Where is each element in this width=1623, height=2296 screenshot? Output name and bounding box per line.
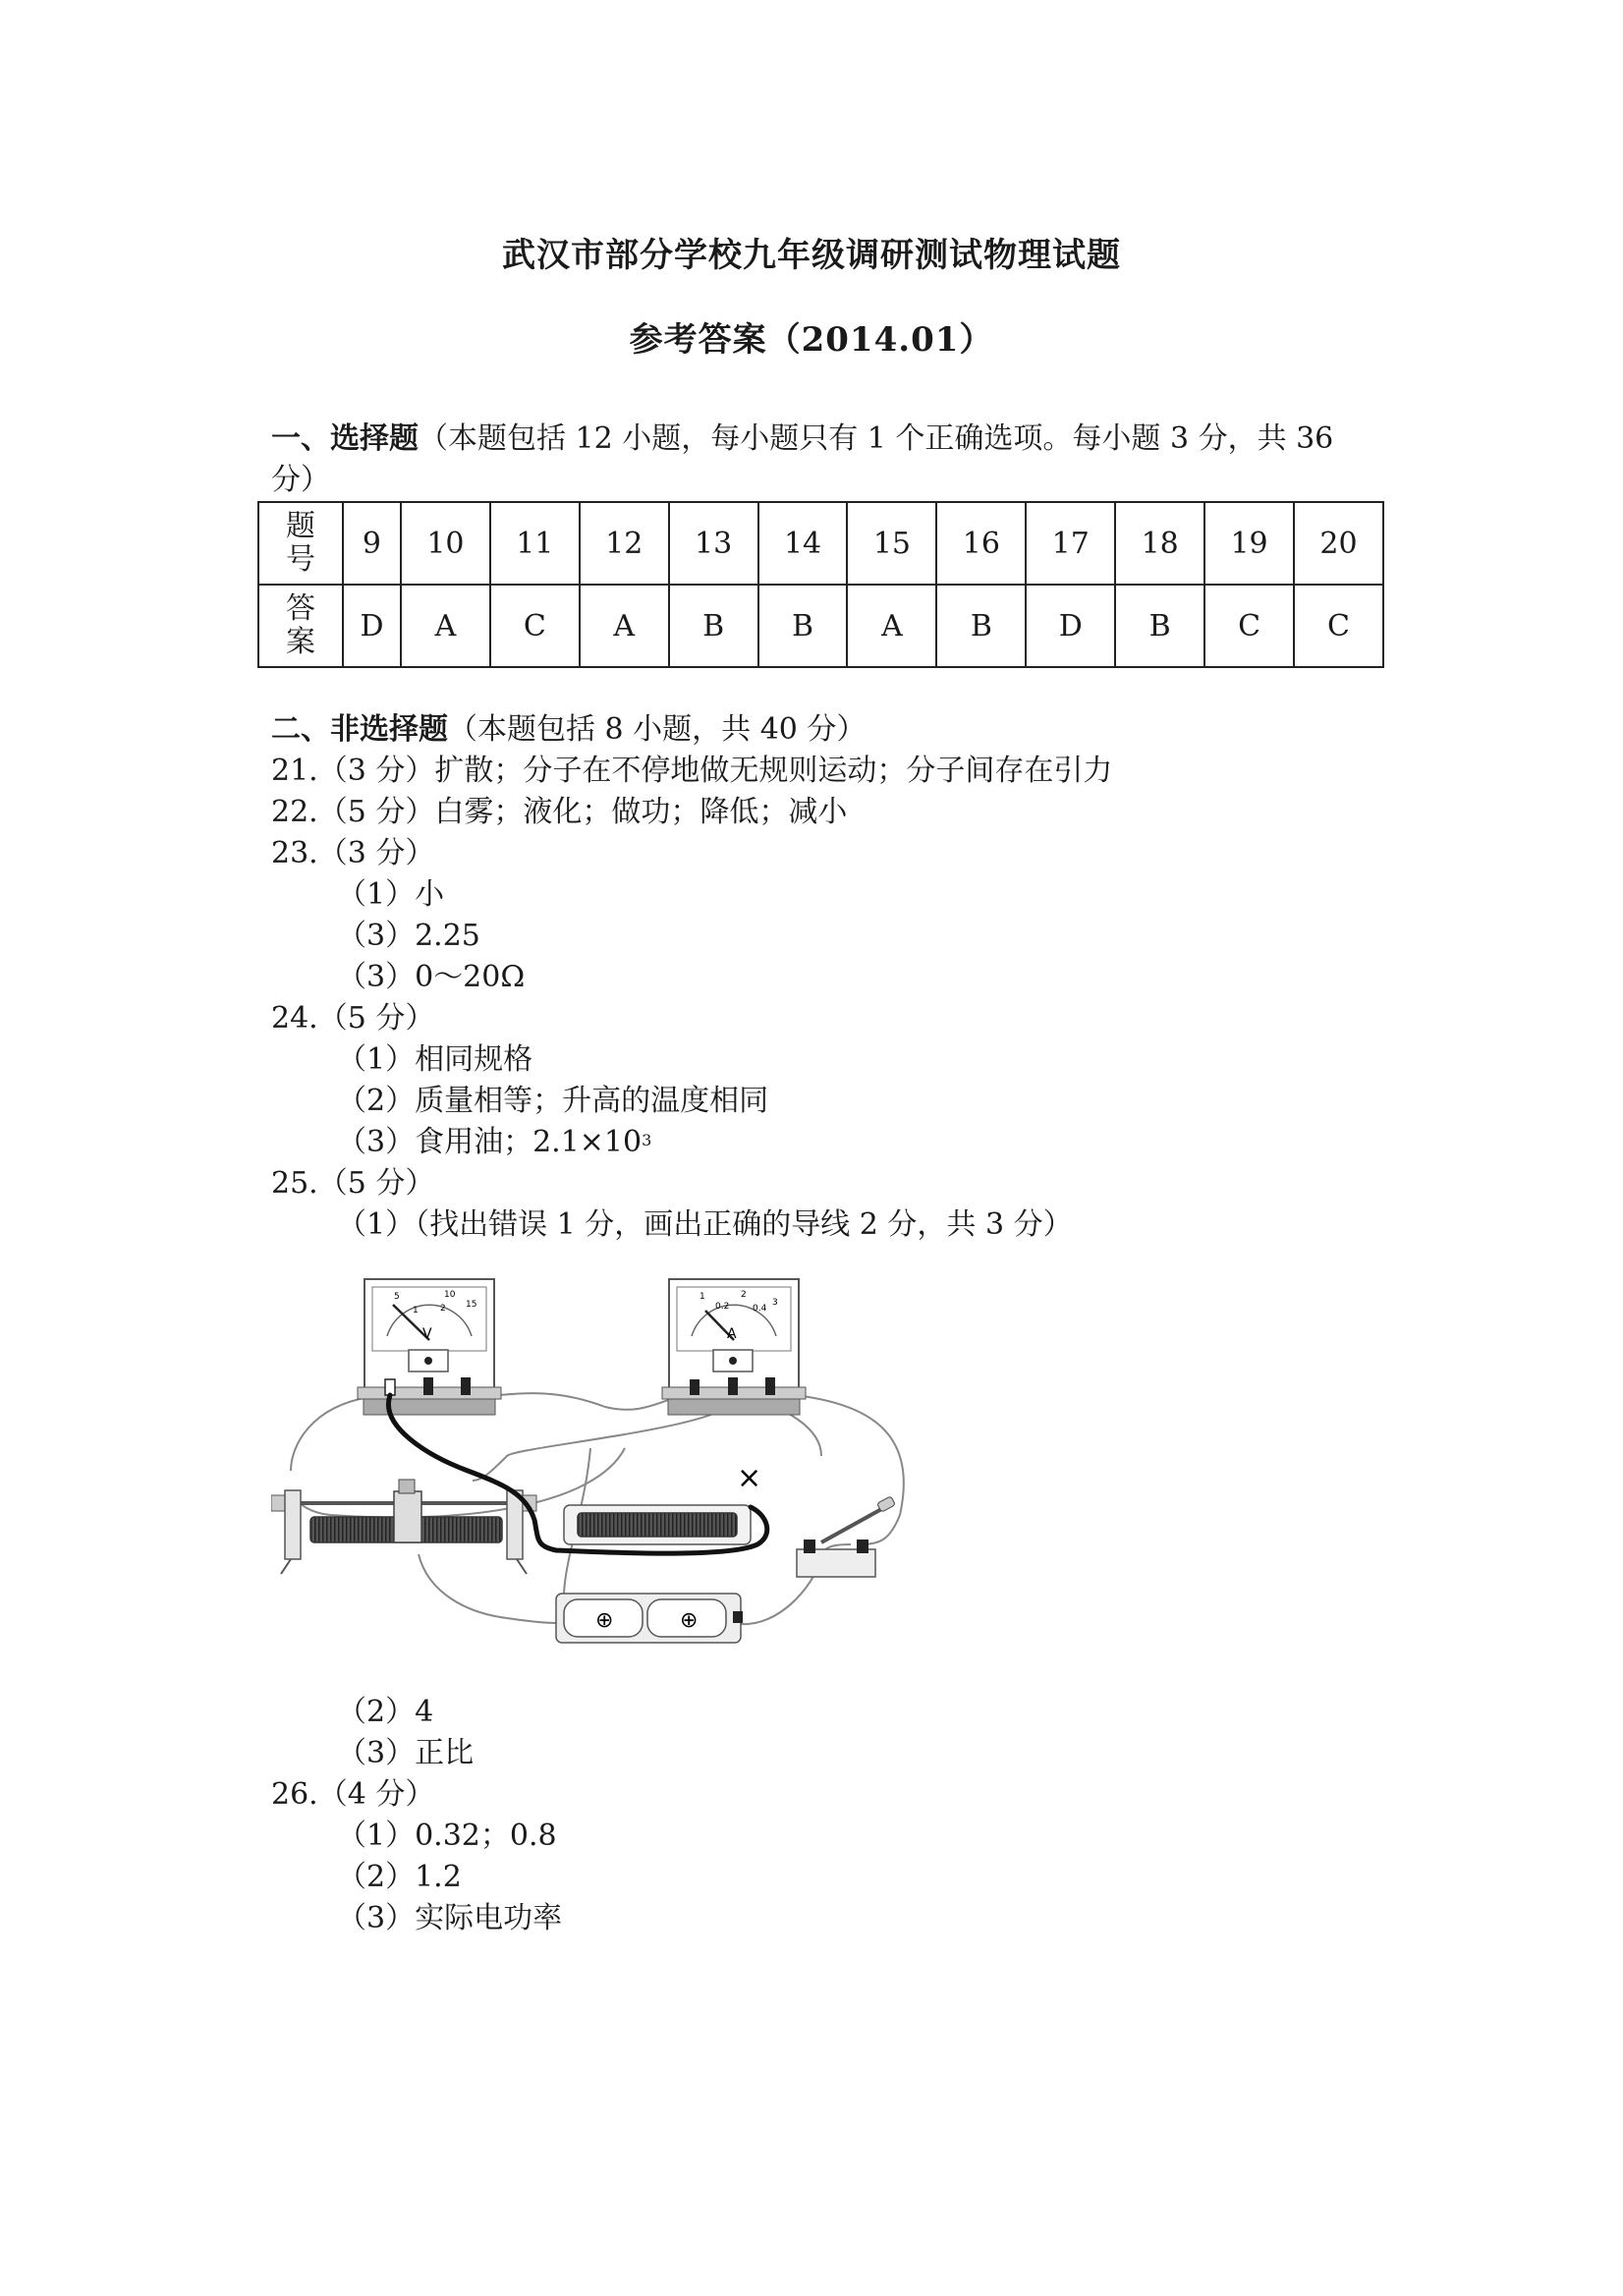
table-row-numbers: [258, 502, 1383, 585]
answer-q25: 25.（5 分）: [271, 1166, 435, 1201]
answer-cell: A: [580, 585, 669, 667]
answer-q23-3: （3）0～20Ω: [337, 960, 526, 994]
sliding-rheostat: [271, 1480, 536, 1574]
answer-cell: A: [847, 585, 936, 667]
answer-q22: 22.（5 分）白雾；液化；做功；降低；减小: [271, 795, 848, 829]
question-number: 9: [343, 502, 401, 585]
ammeter-tick: 3: [772, 1298, 778, 1308]
answer-q26-1: （1）0.32；0.8: [337, 1819, 557, 1853]
battery-plus-symbol: ⊕: [680, 1608, 699, 1633]
table-row-answers: [258, 585, 1383, 667]
answer-q25-3: （3）正比: [337, 1736, 475, 1770]
section1-note-cont: 分）: [271, 463, 330, 497]
section1-label: 一、选择题: [271, 421, 419, 456]
answer-cell: B: [758, 585, 848, 667]
answer-q23: 23.（3 分）: [271, 836, 435, 870]
answer-q24-1: （1）相同规格: [337, 1042, 533, 1077]
section1-heading: [271, 419, 1333, 460]
ammeter-tick: 1: [700, 1292, 705, 1302]
answer-cell: D: [343, 585, 401, 667]
question-number: 16: [936, 502, 1026, 585]
voltmeter: [358, 1279, 501, 1415]
answer-q24-3: [337, 1122, 651, 1163]
row-label-question-text: 题号: [286, 509, 315, 577]
answer-cell: C: [490, 585, 580, 667]
knife-switch: [797, 1496, 895, 1577]
section2-note: （本题包括 8 小题，共 40 分）: [448, 712, 867, 747]
row-label-answer-text: 答案: [286, 591, 315, 659]
question-number: 18: [1115, 502, 1204, 585]
answer-cell: B: [1115, 585, 1204, 667]
voltmeter-symbol: V: [422, 1326, 432, 1342]
answer-q25-2: （2）4: [337, 1695, 434, 1729]
ammeter-tick: 0.2: [715, 1302, 730, 1312]
row-label-answer: [258, 585, 343, 667]
circuit-diagram: [271, 1260, 959, 1652]
question-number: 17: [1026, 502, 1115, 585]
ammeter: [662, 1279, 806, 1415]
ammeter-tick: 0.4: [753, 1304, 767, 1314]
answer-q23-1: （1）小: [337, 877, 445, 912]
error-cross-mark: ×: [737, 1461, 762, 1495]
answer-q26: 26.（4 分）: [271, 1777, 435, 1812]
answer-cell: C: [1294, 585, 1383, 667]
section2-heading: [271, 709, 866, 751]
fixed-resistor: [564, 1505, 751, 1544]
answer-q24-3-text: （3）食用油；2.1×10: [337, 1125, 643, 1159]
answer-cell: B: [936, 585, 1026, 667]
answer-cell: B: [669, 585, 758, 667]
answer-q24: 24.（5 分）: [271, 1001, 435, 1036]
battery-plus-symbol: ⊕: [595, 1608, 614, 1633]
voltmeter-tick: 5: [394, 1292, 400, 1302]
document-subtitle: 参考答案（2014.01）: [629, 320, 994, 360]
question-number: 19: [1204, 502, 1294, 585]
voltmeter-tick: 2: [440, 1304, 446, 1314]
ammeter-tick: 2: [741, 1290, 747, 1300]
section1-note: （本题包括 12 小题，每小题只有 1 个正确选项。每小题 3 分，共 36: [419, 421, 1334, 456]
battery-box: [556, 1594, 743, 1643]
answer-q25-1: （1）（找出错误 1 分，画出正确的导线 2 分，共 3 分）: [337, 1207, 1073, 1242]
answer-table: [257, 501, 1384, 668]
ammeter-symbol: A: [727, 1326, 737, 1342]
question-number: 14: [758, 502, 848, 585]
voltmeter-tick: 10: [444, 1290, 456, 1300]
document-title: 武汉市部分学校九年级调研测试物理试题: [502, 236, 1121, 275]
answer-q24-3-exponent: 3: [642, 1131, 652, 1149]
answer-cell: D: [1026, 585, 1115, 667]
row-label-question: [258, 502, 343, 585]
question-number: 15: [847, 502, 936, 585]
answer-q24-2: （2）质量相等；升高的温度相同: [337, 1084, 769, 1118]
answer-q23-2: （3）2.25: [337, 919, 480, 953]
question-number: 12: [580, 502, 669, 585]
voltmeter-tick: 1: [413, 1306, 419, 1316]
answer-cell: A: [401, 585, 490, 667]
question-number: 20: [1294, 502, 1383, 585]
section2-label: 二、非选择题: [271, 712, 448, 747]
voltmeter-tick: 15: [466, 1300, 477, 1310]
question-number: 11: [490, 502, 580, 585]
question-number: 13: [669, 502, 758, 585]
answer-cell: C: [1204, 585, 1294, 667]
answer-q21: 21.（3 分）扩散；分子在不停地做无规则运动；分子间存在引力: [271, 754, 1113, 788]
answer-q26-3: （3）实际电功率: [337, 1901, 563, 1935]
question-number: 10: [401, 502, 490, 585]
answer-q26-2: （2）1.2: [337, 1860, 462, 1894]
